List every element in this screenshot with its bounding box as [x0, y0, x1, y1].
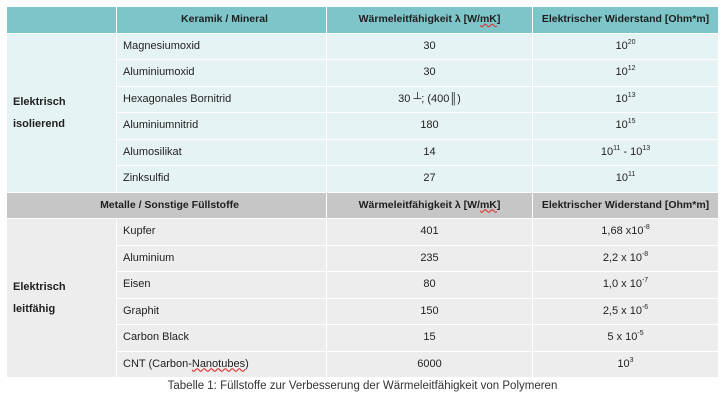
- conductivity-value: 401: [327, 219, 533, 246]
- group-label-conductive: Elektrisch leitfähig: [7, 219, 117, 378]
- metals-material-header: Metalle / Sonstige Füllstoffe: [7, 192, 327, 219]
- material-name: Kupfer: [117, 219, 327, 246]
- conductivity-value: 180: [327, 113, 533, 140]
- conductivity-value: 150: [327, 298, 533, 325]
- material-name: Aluminiumoxid: [117, 60, 327, 87]
- metals-conductivity-header: Wärmeleitfähigkeit λ [W/mK]: [327, 192, 533, 219]
- material-name: Zinksulfid: [117, 166, 327, 193]
- ceramics-resistance-header: Elektrischer Widerstand [Ohm*m]: [533, 7, 719, 34]
- metals-header-row: [7, 192, 719, 219]
- table-row: [7, 33, 719, 60]
- resistance-value: $10^{13}$: [533, 86, 719, 113]
- resistance-value: 1,68 $x10^{-8}$: [533, 219, 719, 246]
- table-row: [7, 219, 719, 246]
- material-name: Aluminiumnitrid: [117, 113, 327, 140]
- resistance-value: 2,2 x $10^{-8}$: [533, 245, 719, 272]
- ceramics-material-header: Keramik / Mineral: [117, 7, 327, 34]
- conductivity-value: 15: [327, 325, 533, 352]
- resistance-value: $10^{12}$: [533, 60, 719, 87]
- conductivity-value: 6000: [327, 351, 533, 378]
- resistance-value: $10^{15}$: [533, 113, 719, 140]
- resistance-value: $10^{11} - 10^{13}$: [533, 139, 719, 166]
- resistance-value: 2,5 x $10^{-6}$: [533, 298, 719, 325]
- conductivity-value: 80: [327, 272, 533, 299]
- material-name: Alumosilikat: [117, 139, 327, 166]
- table-caption: Tabelle 1: Füllstoffe zur Verbesserung der Wärmeleitfähigkeit von Polymeren: [167, 380, 558, 392]
- ceramics-header-row: [7, 7, 719, 34]
- conductivity-value: 235: [327, 245, 533, 272]
- material-name: Eisen: [117, 272, 327, 299]
- material-name: Hexagonales Bornitrid: [117, 86, 327, 113]
- material-name: Magnesiumoxid: [117, 33, 327, 60]
- resistance-value: $10^{20}$: [533, 33, 719, 60]
- resistance-value: 1,0 x $10^{-7}$: [533, 272, 719, 299]
- material-name: CNT (Carbon-Nanotubes): [117, 351, 327, 378]
- material-name: Aluminium: [117, 245, 327, 272]
- metals-resistance-header: Elektrischer Widerstand [Ohm*m]: [533, 192, 719, 219]
- conductivity-value: 27: [327, 166, 533, 193]
- ceramics-conductivity-header: Wärmeleitfähigkeit λ [W/mK]: [327, 7, 533, 34]
- conductivity-value: 30: [327, 33, 533, 60]
- conductivity-value: 14: [327, 139, 533, 166]
- material-name: Graphit: [117, 298, 327, 325]
- resistance-value: 5 x $10^{-5}$: [533, 325, 719, 352]
- resistance-value: $10^{11}$: [533, 166, 719, 193]
- conductivity-value: 30: [327, 60, 533, 87]
- conductivity-value: 30 ┴; (400║): [327, 86, 533, 113]
- filler-table: [6, 6, 719, 378]
- resistance-value: $10^3$: [533, 351, 719, 378]
- group-label-isolating: Elektrisch isolierend: [7, 33, 117, 192]
- material-name: Carbon Black: [117, 325, 327, 352]
